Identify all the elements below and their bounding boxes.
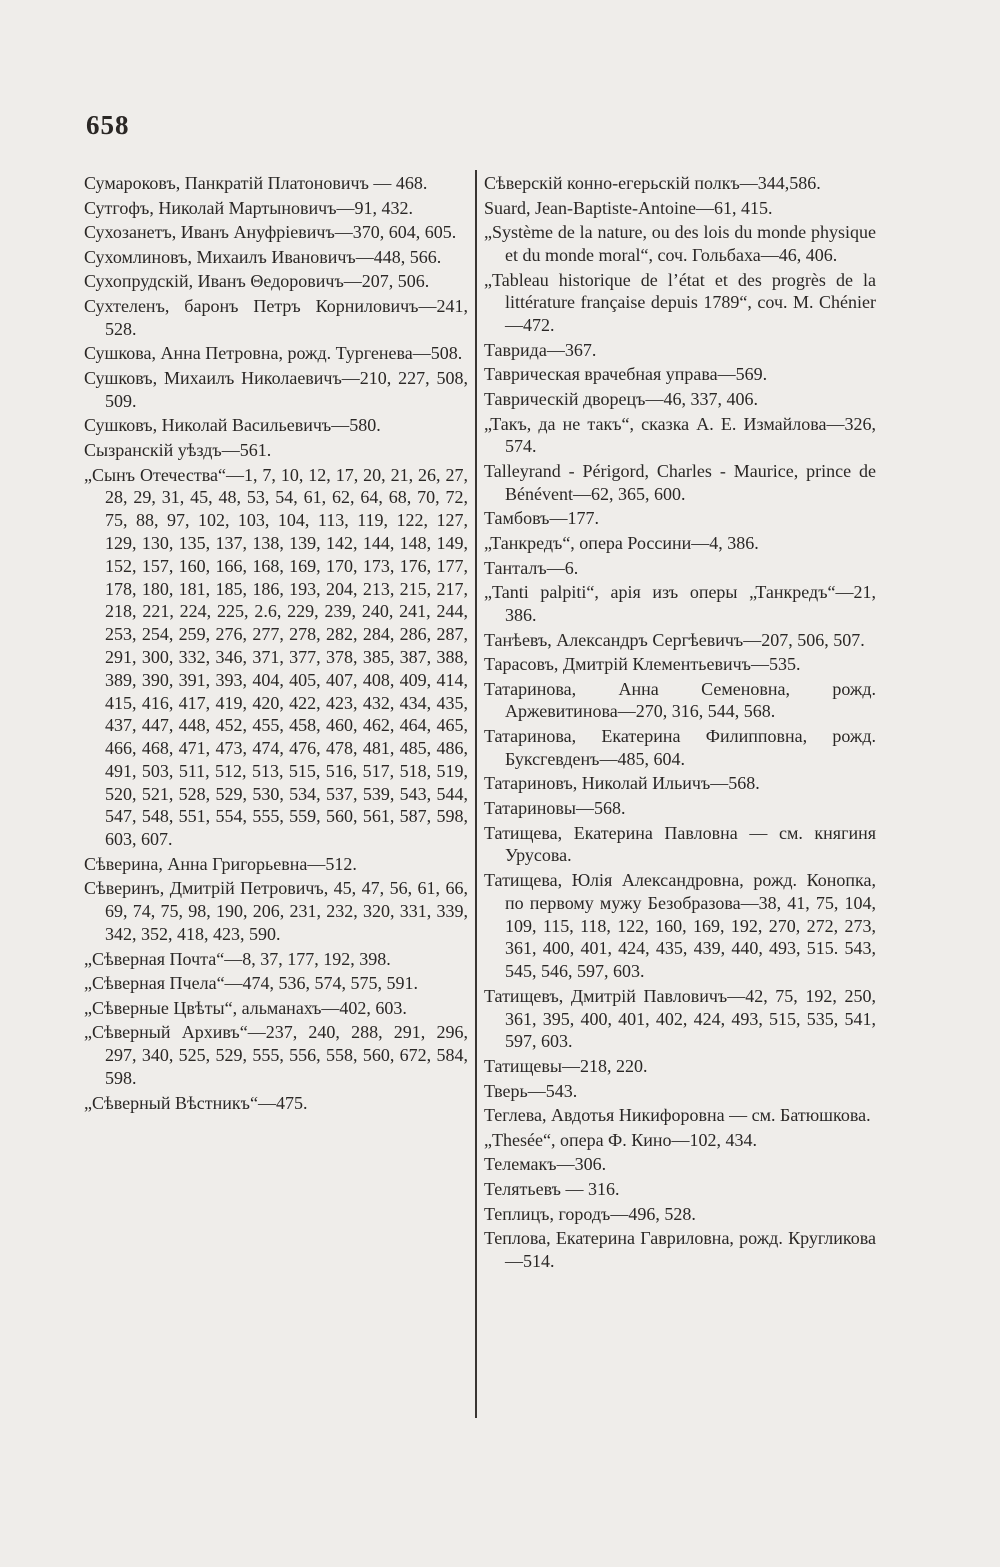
index-entry: „Сѣверные Цвѣты“, альманахъ—402, 603.	[84, 997, 407, 1018]
index-entry: Татариновъ, Николай Ильичъ—568.	[484, 773, 760, 794]
index-entry: Сухомлиновъ, Михаилъ Ивановичъ—448, 566.	[84, 246, 442, 267]
index-entry: Телемакъ—306.	[484, 1154, 607, 1175]
index-entry: Таврида—367.	[484, 339, 597, 360]
index-entry: Телятьевъ — 316.	[484, 1178, 620, 1199]
index-entry: Татариновы—568.	[484, 798, 626, 819]
index-entry: Сѣверинъ, Дмитрій Петровичъ, 45, 47, 56, 61, 66, 69, 74, 75, 98, 190, 206, 231, 232, 320, 331, 339, 342, 352, 418, 423, 590.	[84, 878, 468, 945]
index-entry: „Сѣверный Архивъ“—237, 240, 288, 291, 296, 297, 340, 525, 529, 555, 556, 558, 560, 672, 584, 598.	[84, 1022, 468, 1089]
index-entry: Сухтеленъ, баронъ Петръ Корниловичъ—241, 528.	[84, 295, 468, 339]
index-entry: „Système de la nature, ou des lois du monde physique et du monde moral“, соч. Гольбаха—46, 406.	[484, 222, 876, 265]
index-entry: Тверь—543.	[484, 1080, 578, 1101]
index-entry: Сѣверина, Анна Григорьевна—512.	[84, 853, 357, 874]
index-entry: Теплова, Екатерина Гавриловна, рожд. Кругликова—514.	[484, 1228, 876, 1271]
left-column	[84, 172, 468, 1116]
index-entry: Suard, Jean-Baptiste-Antoine—61, 415.	[484, 197, 773, 218]
index-entry: Сѣверскій конно-егерьскій полкъ—344,586.	[484, 173, 821, 193]
index-entry: Танѣевъ, Александръ Сергѣевичъ—207, 506, 507.	[484, 629, 865, 650]
index-entry: Сызранскій уѣздъ—561.	[84, 439, 272, 460]
page-number: 658	[86, 110, 130, 140]
index-entry: Сушкова, Анна Петровна, рожд. Тургенева—508.	[84, 343, 463, 364]
column-divider	[475, 170, 477, 1418]
index-entry: „Сѣверная Почта“—8, 37, 177, 192, 398.	[84, 948, 391, 969]
index-entry: Talleyrand - Périgord, Charles - Maurice, prince de Bénévent—62, 365, 600.	[484, 460, 876, 504]
index-entry: Тамбовъ—177.	[484, 508, 599, 529]
index-entry: Татаринова, Анна Семеновна, рожд. Аржевитинова—270, 316, 544, 568.	[484, 678, 876, 722]
index-entry: Таврическій дворецъ—46, 337, 406.	[484, 388, 758, 409]
index-entry: Сушковъ, Михаилъ Николаевичъ—210, 227, 508, 509.	[84, 367, 468, 411]
index-entry: „Сѣверная Пчела“—474, 536, 574, 575, 591.	[84, 973, 419, 994]
index-entry: Сутгофъ, Николай Мартыновичъ—91, 432.	[84, 197, 414, 218]
index-entry: „Сынъ Отечества“—1, 7, 10, 12, 17, 20, 21, 26, 27, 28, 29, 31, 45, 48, 53, 54, 61, 62, 64, 68, 70, 72, 75, 88, 97, 102, 103, 104, 113, 119, 122, 127, 129, 130, 135, 137, 138, 139, 142, 144, 148, 149, 152, 157, 160, 166, 168, 169, 170, 173, 176, 177, 178, 180, 181, 185, 186, 193, 204, 213, 215, 217, 218, 221, 224, 225, 2.6, 229, 239, 240, 241, 244, 253, 254, 259, 276, 277, 278, 282, 284, 286, 287, 291, 300, 332, 346, 371, 377, 378, 385, 387, 388, 389, 390, 391, 393, 404, 405, 407, 408, 409, 414, 415, 416, 417, 419, 420, 422, 423, 432, 434, 435, 437, 447, 448, 452, 455, 458, 460, 462, 464, 465, 466, 468, 471, 473, 474, 476, 478, 481, 485, 486, 491, 503, 511, 512, 513, 515, 516, 517, 518, 519, 520, 521, 528, 529, 530, 534, 537, 539, 543, 544, 547, 548, 551, 554, 555, 559, 560, 561, 587, 598, 603, 607.	[84, 464, 468, 850]
right-column	[484, 172, 876, 1275]
index-entry: Сумароковъ, Панкратій Платоновичъ — 468.	[84, 173, 428, 193]
index-entry: Татищевы—218, 220.	[484, 1056, 648, 1077]
index-entry: „Thesée“, опера Ф. Кино—102, 434.	[484, 1129, 758, 1150]
index-entry: Сухозанетъ, Иванъ Ануфріевичъ—370, 604, 605.	[84, 222, 457, 243]
index-entry: Сухопрудскій, Иванъ Θедоровичъ—207, 506.	[84, 271, 430, 292]
index-entry: Теплицъ, городъ—496, 528.	[484, 1203, 696, 1224]
index-entry: Танталъ—6.	[484, 557, 579, 578]
index-entry: „Tableau historique de l’état et des progrès de la littérature française depuis 1789“, соч. M. Chénier—472.	[484, 269, 876, 336]
index-entry: „Танкредъ“, опера Россини—4, 386.	[484, 532, 759, 553]
index-entry: Сушковъ, Николай Васильевичъ—580.	[84, 415, 381, 436]
index-entry: „Tanti palpiti“, арія изъ оперы „Танкредъ“—21, 386.	[484, 582, 876, 625]
index-entry: „Сѣверный Вѣстникъ“—475.	[84, 1092, 308, 1113]
index-entry: Теглева, Авдотья Никифоровна — см. Батюшкова.	[484, 1105, 871, 1126]
index-entry: Татаринова, Екатерина Филипповна, рожд. Буксгевденъ—485, 604.	[484, 726, 876, 769]
index-entry: Татищева, Юлія Александровна, рожд. Конопка, по первому мужу Безобразова—38, 41, 75, 104, 109, 115, 118, 122, 160, 169, 192, 270, 272, 273, 361, 400, 401, 424, 435, 439, 440, 493, 515. 543, 545, 546, 597, 603.	[484, 870, 876, 982]
index-entry: „Такъ, да не такъ“, сказка А. Е. Измайлова—326, 574.	[484, 413, 876, 457]
index-entry: Таврическая врачебная управа—569.	[484, 364, 768, 385]
index-entry: Тарасовъ, Дмитрій Клементьевичъ—535.	[484, 654, 801, 675]
index-entry: Татищева, Екатерина Павловна — см. княгиня Урусова.	[484, 822, 876, 866]
index-entry: Татищевъ, Дмитрій Павловичъ—42, 75, 192, 250, 361, 395, 400, 401, 402, 424, 493, 515, 535, 541, 597, 603.	[484, 985, 876, 1052]
